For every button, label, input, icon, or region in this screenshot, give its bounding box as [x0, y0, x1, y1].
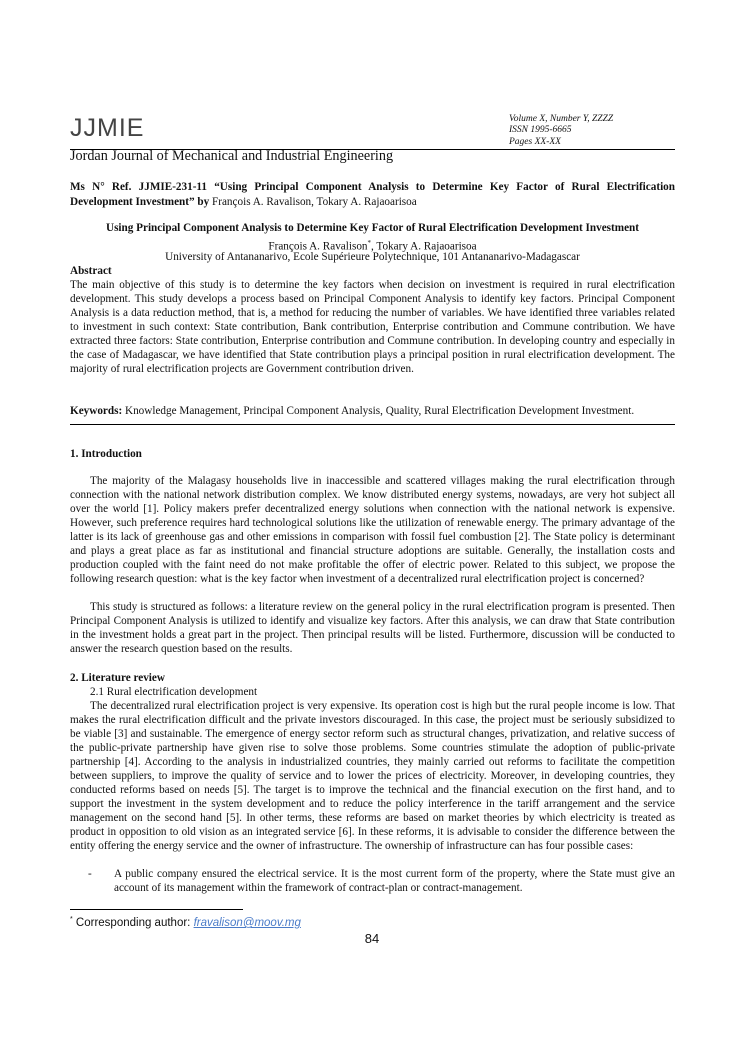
ref-bold: Ms N° Ref. JJMIE-231-11 “Using Principal Component Analysis to Determine Key Factor of Rural Electrification Development Investment” by [70, 181, 675, 208]
page-number: 84 [364, 931, 380, 946]
section1-para2: This study is structured as follows: a literature review on the general policy in the rural electrification program is presented. Then Principal Component Analysis is utilized to identify and visualize key factors. After this analysis, we can draw that State contribution in the investment holds a great part in the project. Then principal results will be listed. Furthermore, discussion will be conducted to answer the research question based on the results. [70, 601, 675, 655]
footnote-rule [70, 909, 243, 910]
section2-para1: The decentralized rural electrification project is very expensive. Its operation cost is high but the rural people income is low. That makes the rural electrification difficult and the private investors discouraged. In this case, the project must be seriously subsidized to be viable [3] and sustainable. The emergence of energy sector reform such as structural changes, privatization, and relative success of the public-private partnership have given rise to solve those problems. Some countries stimulate the adoption of public-private partnership [4]. According to the analysis in industrialized countries, they mainly carried out reforms to facilitate the competition between suppliers, to improve the quality of service and to lower the prices of electricity. Moreover, in developing countries, they conducted reforms based on needs [5]. The target is to improve the technical and the financial execution on the first hand, and to support the investment in the system development and to reduce the policy interference in the tariff arrangement and the service management on the second hand [5]. In other terms, these reforms are based on market theories by which electricity is treated as product in opposition to old vision as an integrated service [6]. In these reforms, it is advisable to consider the difference between the entity offering the energy service and the owner of infrastructure. The ownership of infrastructure can has four possible cases: [70, 700, 675, 852]
abstract-heading: Abstract [70, 265, 112, 277]
footnote-label: Corresponding author: [72, 916, 194, 929]
volume-number: Volume X, Number Y, ZZZZ [509, 114, 614, 124]
keywords-rule [70, 424, 675, 425]
bullet-item-1: A public company ensured the electrical service. It is the most current form of the property, where the State must give an account of its management within the framework of contract-plan or contract-management. [114, 868, 675, 894]
ref-authors: François A. Ravalison, Tokary A. Rajaoarisoa [209, 196, 417, 208]
author-email-link[interactable]: fravalison@moov.mg [193, 916, 301, 929]
issn: ISSN 1995-6665 [509, 125, 572, 136]
corresponding-mark: * [367, 239, 372, 247]
footnote [70, 916, 301, 929]
manuscript-ref [70, 180, 675, 210]
footnote-mark: * [70, 916, 73, 923]
journal-name: Jordan Journal of Mechanical and Industrial Engineering [70, 148, 394, 164]
keywords-label: Keywords: [70, 405, 123, 417]
subsection-2-1: 2.1 Rural electrification development [90, 686, 258, 698]
volume-info [509, 114, 613, 148]
keywords-text: Knowledge Management, Principal Component Analysis, Quality, Rural Electrification Development Investment. [122, 405, 635, 417]
abstract-text: The main objective of this study is to determine the key factors when decision on investment is required in rural electrification development. This study develops a process based on Principal Component Analysis to identify key factors. Principal Component Analysis is a data reduction method, that is, a method for reducing the number of variables. We have identified three variables related to investment in such context: State contribution, Bank contribution, Enterprise contribution and Commune contribution. We have extracted three factors: State contribution, Enterprise contribution and Commune contribution. In developing country and especially in the case of Madagascar, we have identified that State contribution plays a principal position in rural electrification development. The majority of rural electrification projects are Government contribution driven. [70, 279, 675, 375]
author-1: François A. Ravalison [268, 240, 368, 253]
affiliation: University of Antananarivo, Ecole Supérieure Polytechnique, 101 Antananarivo-Madagascar [165, 251, 580, 263]
header-rule [70, 149, 675, 150]
keywords [70, 404, 675, 418]
section1-heading: 1. Introduction [70, 448, 142, 460]
journal-logo: JJMIE [70, 114, 145, 142]
section1-para1: The majority of the Malagasy households live in inaccessible and scattered villages making the rural electrification through connection with the national network distribution complex. We know distributed energy systems, nowadays, are very hot subject all over the world [1]. Policy makers prefer decentralized energy solutions when connection with the national network is expensive. However, such preference requires hard technological solutions like the utilization of renewable energy. The primary advantage of the latter is its lack of greenhouse gas and other emissions in comparison with fossil fuel combustion [2]. The State policy is determinant and plays a great place as far as institutional and financial structure adoptions are suitable. Generally, the installation costs and production coupled with the faint need do not make profitable the offer of electric power. Related to this subject, we propose the following research question: what is the key factor when investment of a decentralized rural electrification project is concerned? [70, 475, 675, 585]
section2-heading: 2. Literature review [70, 672, 165, 684]
author-2: , Tokary A. Rajaoarisoa [371, 240, 477, 253]
paper-title: Using Principal Component Analysis to Determine Key Factor of Rural Electrification Development Investment [106, 222, 639, 234]
pages-range: Pages XX-XX [509, 136, 561, 147]
bullet-mark: - [88, 868, 92, 880]
